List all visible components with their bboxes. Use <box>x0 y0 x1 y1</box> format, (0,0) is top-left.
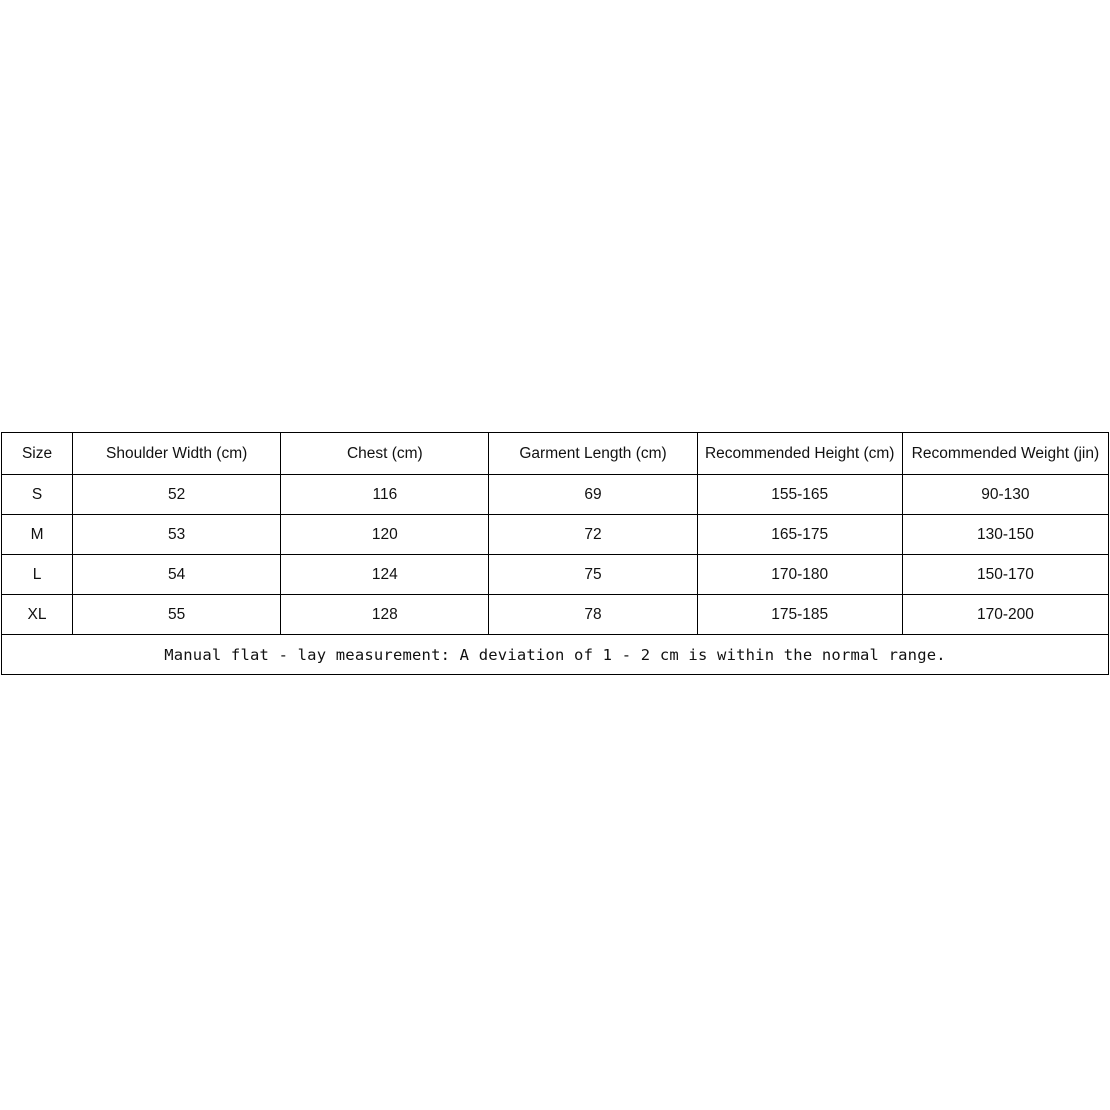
cell-garment-length: 69 <box>489 475 697 515</box>
cell-recommended-height: 170-180 <box>697 555 902 595</box>
cell-recommended-height: 175-185 <box>697 595 902 635</box>
size-chart-table <box>1 432 1109 675</box>
column-header-recommended-weight: Recommended Weight (jin) <box>902 433 1108 475</box>
measurement-note: Manual flat - lay measurement: A deviation of 1 - 2 cm is within the normal range. <box>2 635 1109 675</box>
cell-chest: 124 <box>281 555 489 595</box>
column-header-chest: Chest (cm) <box>281 433 489 475</box>
table-row <box>2 555 1109 595</box>
table-note-row <box>2 635 1109 675</box>
column-header-recommended-height: Recommended Height (cm) <box>697 433 902 475</box>
column-header-garment-length: Garment Length (cm) <box>489 433 697 475</box>
cell-recommended-weight: 150-170 <box>902 555 1108 595</box>
table-row <box>2 595 1109 635</box>
table-row <box>2 515 1109 555</box>
cell-recommended-weight: 170-200 <box>902 595 1108 635</box>
cell-recommended-height: 165-175 <box>697 515 902 555</box>
column-header-size: Size <box>2 433 73 475</box>
cell-size: S <box>2 475 73 515</box>
cell-garment-length: 72 <box>489 515 697 555</box>
cell-chest: 120 <box>281 515 489 555</box>
cell-garment-length: 75 <box>489 555 697 595</box>
cell-chest: 128 <box>281 595 489 635</box>
cell-size: XL <box>2 595 73 635</box>
cell-recommended-weight: 90-130 <box>902 475 1108 515</box>
cell-shoulder-width: 55 <box>73 595 281 635</box>
column-header-shoulder-width: Shoulder Width (cm) <box>73 433 281 475</box>
size-chart-container <box>0 432 1110 675</box>
table-row <box>2 475 1109 515</box>
cell-shoulder-width: 54 <box>73 555 281 595</box>
cell-size: M <box>2 515 73 555</box>
cell-recommended-weight: 130-150 <box>902 515 1108 555</box>
cell-size: L <box>2 555 73 595</box>
cell-shoulder-width: 53 <box>73 515 281 555</box>
cell-chest: 116 <box>281 475 489 515</box>
cell-shoulder-width: 52 <box>73 475 281 515</box>
cell-garment-length: 78 <box>489 595 697 635</box>
cell-recommended-height: 155-165 <box>697 475 902 515</box>
table-header-row <box>2 433 1109 475</box>
